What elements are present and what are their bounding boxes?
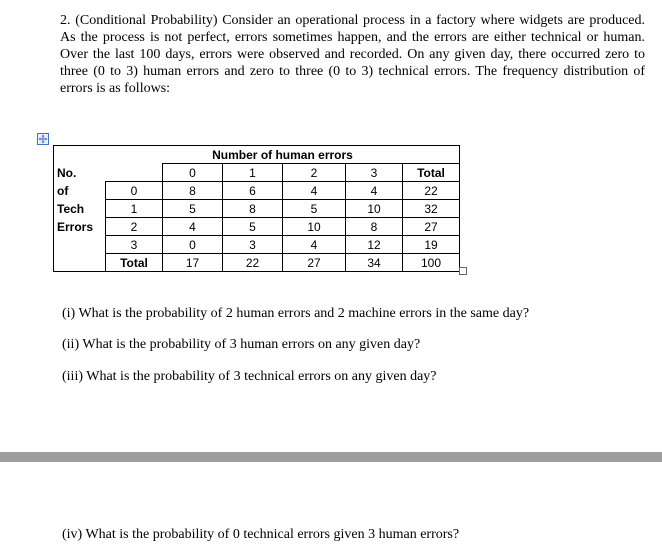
table-resize-handle[interactable]: [459, 267, 467, 275]
question-iv: (iv) What is the probability of 0 technical errors given 3 human errors?: [62, 527, 460, 542]
column-total: 22: [223, 254, 283, 272]
question-intro: 2. (Conditional Probability) Consider an operational process in a factory where widgets are produced. As the process is not perfect, errors sometimes happen, and the errors are either technical or human. Over the last 100 days, errors were observed and recorded. On any given day, there occurred zero to three (0 to 3) human errors and zero to three (0 to 3) technical errors. The frequency distribution of errors is as follows:: [60, 13, 645, 96]
table-move-handle-icon[interactable]: [37, 133, 49, 145]
table-cell: 5: [283, 200, 346, 218]
question-i: (i) What is the probability of 2 human errors and 2 machine errors in the same day?: [62, 306, 530, 321]
row-total: 19: [403, 236, 460, 254]
table-cell: 8: [163, 182, 223, 200]
question-iii: (iii) What is the probability of 3 technical errors on any given day?: [62, 369, 437, 384]
row-header-line: No.: [54, 164, 106, 182]
table-cell: 5: [223, 218, 283, 236]
table-cell: 4: [283, 236, 346, 254]
row-label: 3: [106, 236, 163, 254]
table-cell: 10: [346, 200, 403, 218]
table-cell: 4: [163, 218, 223, 236]
table-cell: 10: [283, 218, 346, 236]
column-header: 2: [283, 164, 346, 182]
row-header-line: Tech: [54, 200, 106, 218]
question-ii: (ii) What is the probability of 3 human errors on any given day?: [62, 337, 421, 352]
row-label: 2: [106, 218, 163, 236]
table-cell: 4: [283, 182, 346, 200]
table-cell: 0: [163, 236, 223, 254]
row-label: 1: [106, 200, 163, 218]
frequency-table: [53, 145, 460, 272]
column-total: 27: [283, 254, 346, 272]
table-cell: 12: [346, 236, 403, 254]
table-cell: 8: [346, 218, 403, 236]
table-header-row-2: [54, 164, 460, 182]
table-cell: 4: [346, 182, 403, 200]
table-row: [54, 236, 460, 254]
table-header-row-1: [54, 146, 460, 164]
column-group-header: Number of human errors: [163, 146, 403, 164]
corner-cell: [403, 146, 460, 164]
grand-total: 100: [403, 254, 460, 272]
empty-cell: [106, 164, 163, 182]
total-row-label: Total: [106, 254, 163, 272]
total-column-header: Total: [403, 164, 460, 182]
corner-cell: [54, 146, 106, 164]
row-label: 0: [106, 182, 163, 200]
column-total: 34: [346, 254, 403, 272]
empty-cell: [54, 254, 106, 272]
row-header-line: of: [54, 182, 106, 200]
table-cell: 8: [223, 200, 283, 218]
row-total: 32: [403, 200, 460, 218]
column-header: 3: [346, 164, 403, 182]
row-header-line: Errors: [54, 218, 106, 236]
column-header: 1: [223, 164, 283, 182]
table-cell: 5: [163, 200, 223, 218]
totals-row: [54, 254, 460, 272]
table-row: [54, 182, 460, 200]
table-row: [54, 218, 460, 236]
table-cell: 3: [223, 236, 283, 254]
row-total: 22: [403, 182, 460, 200]
column-header: 0: [163, 164, 223, 182]
column-total: 17: [163, 254, 223, 272]
corner-cell: [106, 146, 163, 164]
page-break-divider: [0, 452, 662, 462]
table-row: [54, 200, 460, 218]
table-cell: 6: [223, 182, 283, 200]
empty-cell: [54, 236, 106, 254]
row-total: 27: [403, 218, 460, 236]
